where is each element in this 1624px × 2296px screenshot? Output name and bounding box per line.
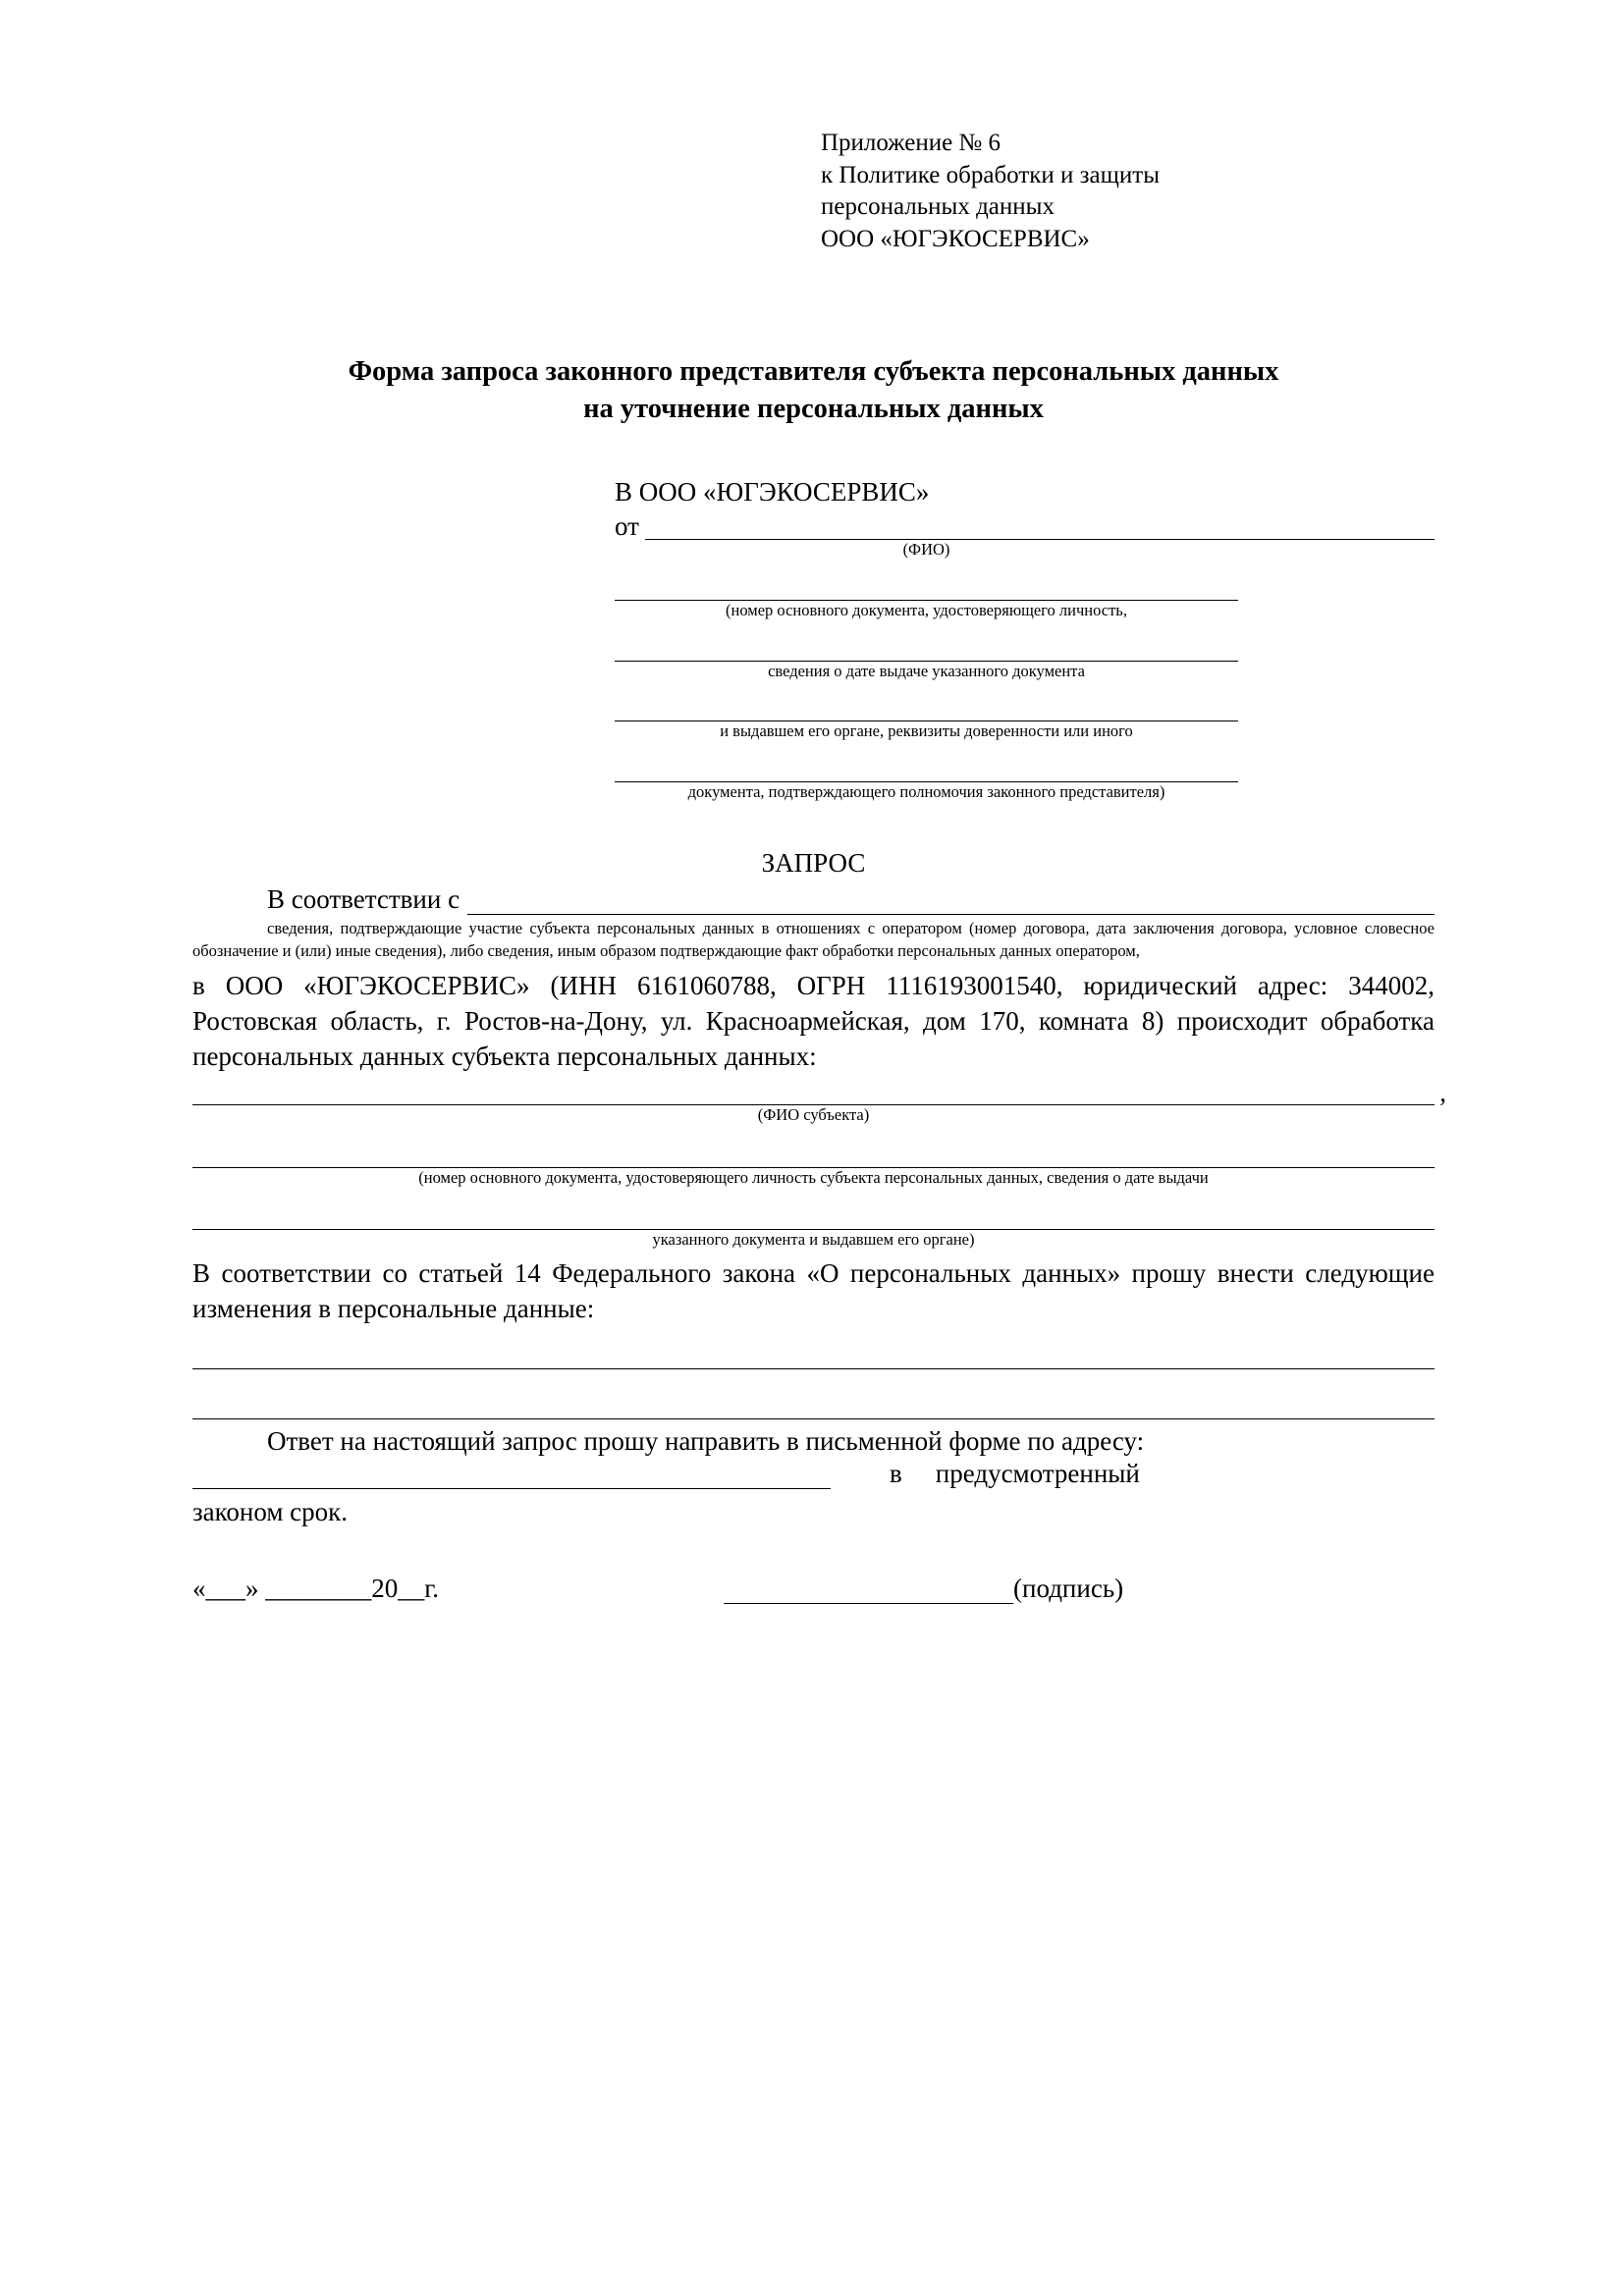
addressee-block bbox=[192, 477, 1435, 802]
spacer bbox=[192, 742, 1435, 754]
appendix-ref-line-1: к Политике обработки и защиты bbox=[821, 161, 1161, 188]
spacer bbox=[192, 621, 1435, 633]
page-title-line-1: Форма запроса законного представителя субъекта персональных данных bbox=[348, 356, 1279, 387]
appendix-org: ООО «ЮГЭКОСЕРВИС» bbox=[821, 225, 1090, 252]
signature-row bbox=[192, 1574, 1435, 1604]
basis-note bbox=[192, 917, 1435, 964]
answer-paragraph-text: Ответ на настоящий запрос прошу направить в письменной форме по адресу: bbox=[267, 1425, 1145, 1456]
page-title bbox=[192, 353, 1435, 428]
request-heading: ЗАПРОС bbox=[761, 847, 866, 878]
changes-input-1[interactable] bbox=[192, 1339, 1435, 1369]
changes-input-2[interactable] bbox=[192, 1389, 1435, 1419]
law-paragraph: В соответствии со статьей 14 Федерального закона «О персональных данных» прошу внести следующие изменения в персональные данные: bbox=[192, 1257, 1435, 1323]
fio-caption: (ФИО) bbox=[902, 540, 950, 560]
spacer bbox=[192, 561, 1435, 572]
basis-note-text: сведения, подтверждающие участие субъекта персональных данных в отношениях с оператором (номер договора, дата заключения договора, условное словесное обозначение и (или) иные сведения), либо сведения, иным образом подтверждающие факт обработки персональных данных оператором, bbox=[192, 918, 1435, 961]
appendix-ref-line-2: персональных данных bbox=[821, 193, 1055, 220]
subject-doc-caption-1: (номер основного документа, удостоверяющего личность субъекта персональных данных, сведения о дате выдачи bbox=[418, 1167, 1209, 1187]
spacer bbox=[192, 1188, 1435, 1200]
answer-tail-v: в bbox=[890, 1458, 902, 1488]
answer-paragraph bbox=[192, 1423, 1435, 1459]
representative-doc-input-2[interactable] bbox=[615, 633, 1238, 662]
subject-doc-input-2[interactable] bbox=[192, 1200, 1435, 1230]
subject-fio-caption: (ФИО субъекта) bbox=[757, 1105, 870, 1125]
operator-paragraph: в ООО «ЮГЭКОСЕРВИС» (ИНН 6161060788, ОГРН 1116193001540, юридический адрес: 344002, Ростовская область, г. Ростов-на-Дону, ул. Красноармейская, дом 170, комната 8) происходит обработка персональных данных субъекта персональных данных: bbox=[192, 971, 1435, 1072]
answer-tail-term: предусмотренный bbox=[935, 1458, 1140, 1488]
representative-doc-caption-4: документа, подтверждающего полномочия законного представителя) bbox=[687, 781, 1165, 801]
from-row bbox=[615, 513, 1435, 540]
subject-doc-input-1[interactable] bbox=[192, 1138, 1435, 1168]
appendix-number: Приложение № 6 bbox=[821, 130, 1001, 156]
subject-doc-caption-2: указанного документа и выдавшем его органе) bbox=[652, 1230, 975, 1250]
spacer bbox=[192, 1126, 1435, 1138]
representative-doc-caption-1: (номер основного документа, удостоверяющего личность, bbox=[726, 601, 1127, 619]
date-field[interactable]: «___» ________20__г. bbox=[192, 1573, 440, 1603]
signature-label: (подпись) bbox=[1013, 1573, 1124, 1603]
answer-tail-line: законом срок. bbox=[192, 1496, 349, 1526]
spacer bbox=[192, 1327, 1435, 1339]
representative-doc-caption-3: и выдавшем его органе, реквизиты доверенности или иного bbox=[720, 721, 1133, 741]
page-title-line-2: на уточнение персональных данных bbox=[583, 394, 1044, 425]
representative-doc-input-1[interactable] bbox=[615, 572, 1238, 601]
basis-input[interactable] bbox=[467, 888, 1435, 915]
representative-doc-input-4[interactable] bbox=[615, 754, 1238, 782]
document-content bbox=[192, 128, 1446, 1604]
from-fio-input[interactable] bbox=[645, 513, 1435, 540]
appendix-header bbox=[821, 128, 1435, 255]
basis-row bbox=[192, 884, 1435, 915]
spacer bbox=[192, 681, 1435, 693]
representative-doc-input-3[interactable] bbox=[615, 693, 1238, 721]
basis-label: В соответствии с bbox=[267, 883, 460, 914]
representative-doc-caption-2: сведения о дате выдаче указанного документа bbox=[768, 661, 1085, 680]
addressee-org: В ООО «ЮГЭКОСЕРВИС» bbox=[615, 477, 930, 507]
signature-input[interactable] bbox=[724, 1577, 1013, 1604]
from-label: от bbox=[615, 511, 639, 542]
spacer bbox=[192, 1369, 1435, 1389]
subject-fio-input[interactable]: , bbox=[192, 1075, 1435, 1105]
answer-address-input[interactable] bbox=[192, 1461, 831, 1489]
answer-address-row bbox=[192, 1459, 1435, 1489]
